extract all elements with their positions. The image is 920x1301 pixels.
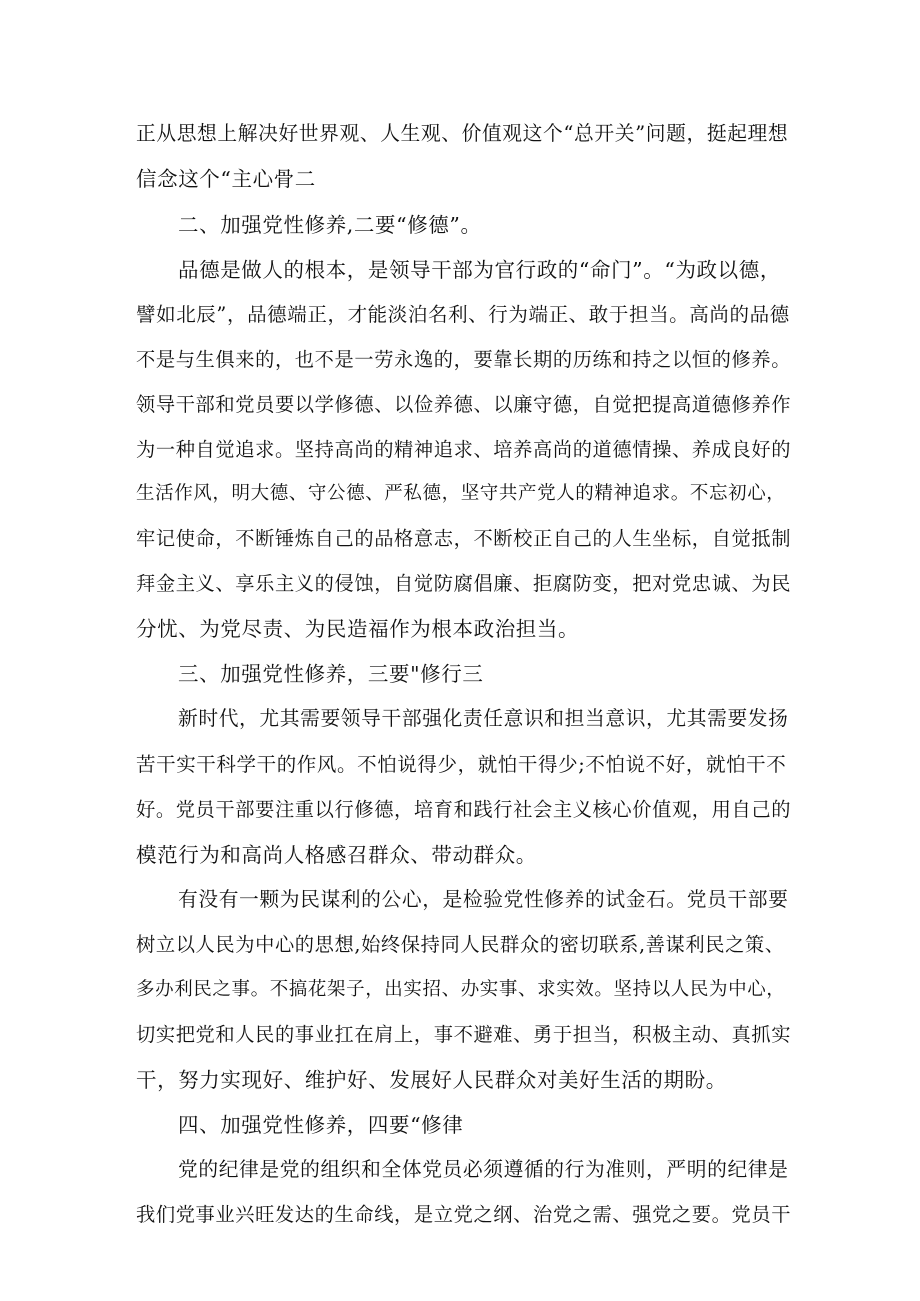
paragraph-line: 不是与生俱来的，也不是一劳永逸的，要靠长期的历练和持之以恒的修养。: [136, 348, 792, 371]
paragraph-line: 有没有一颗为民谋利的公心，是检验党性修养的试金石。党员干部要: [178, 888, 789, 911]
paragraph-line: 苦干实干科学干的作风。不怕说得少，就怕干得少;不怕说不好，就怕干不: [136, 753, 787, 776]
paragraph-line: 领导干部和党员要以学修德、以俭养德、以廉守德，自觉把提高道德修养作: [136, 393, 792, 416]
paragraph-line: 生活作风，明大德、守公德、严私德，坚守共产党人的精神追求。不忘初心，: [136, 483, 786, 504]
paragraph-line: 多办利民之事。不搞花架子，出实招、办实事、求实效。坚持以人民为中心，: [136, 979, 786, 1000]
paragraph-line: 我们党事业兴旺发达的生命线，是立党之纲、治党之需、强党之要。党员干: [136, 1203, 792, 1226]
paragraph-line: 树立以人民为中心的思想,始终保持同人民群众的密切联系,善谋利民之策、: [136, 933, 785, 956]
paragraph-line: 信念这个“主心骨二: [136, 167, 316, 191]
paragraph-line: 好。党员干部要注重以行修德，培育和践行社会主义核心价值观，用自己的: [136, 798, 792, 821]
paragraph-line: 正从思想上解决好世界观、人生观、价值观这个“总开关”问题，挺起理想: [136, 122, 789, 145]
section-heading: 二、加强党性修养,二要“修德”。: [178, 213, 482, 237]
paragraph-line: 切实把党和人民的事业扛在肩上，事不避难、勇于担当，积极主动、真抓实: [136, 1023, 792, 1046]
paragraph-line: 品德是做人的根本，是领导干部为官行政的“命门”。“为政以德，: [178, 258, 781, 282]
paragraph-line: 譬如北辰”，品德端正，才能淡泊名利、行为端正、敢于担当。高尚的品德: [136, 303, 790, 326]
paragraph-line: 拜金主义、享乐主义的侵蚀，自觉防腐倡廉、拒腐防变，把对党忠诚、为民: [136, 572, 792, 595]
paragraph-line: 为一种自觉追求。坚持高尚的精神追求、培养高尚的道德情操、养成良好的: [136, 438, 792, 461]
section-heading: 三、加强党性修养，三要"修行三: [178, 662, 484, 686]
paragraph-line: 模范行为和高尚人格感召群众、带动群众。: [136, 843, 537, 867]
paragraph-line: 新时代，尤其需要领导干部强化责任意识和担当意识，尤其需要发扬: [178, 707, 789, 730]
section-heading: 四、加强党性修养，四要“修律: [178, 1113, 464, 1137]
paragraph-line: 党的纪律是党的组织和全体党员必须遵循的行为准则，严明的纪律是: [178, 1158, 789, 1181]
paragraph-line: 干，努力实现好、维护好、发展好人民群众对美好生活的期盼。: [136, 1068, 727, 1092]
paragraph-line: 牢记使命，不断锤炼自己的品格意志，不断校正自己的人生坐标，自觉抵制: [136, 527, 792, 550]
paragraph-line: 分忧、为党尽责、为民造福作为根本政治担当。: [136, 617, 580, 641]
